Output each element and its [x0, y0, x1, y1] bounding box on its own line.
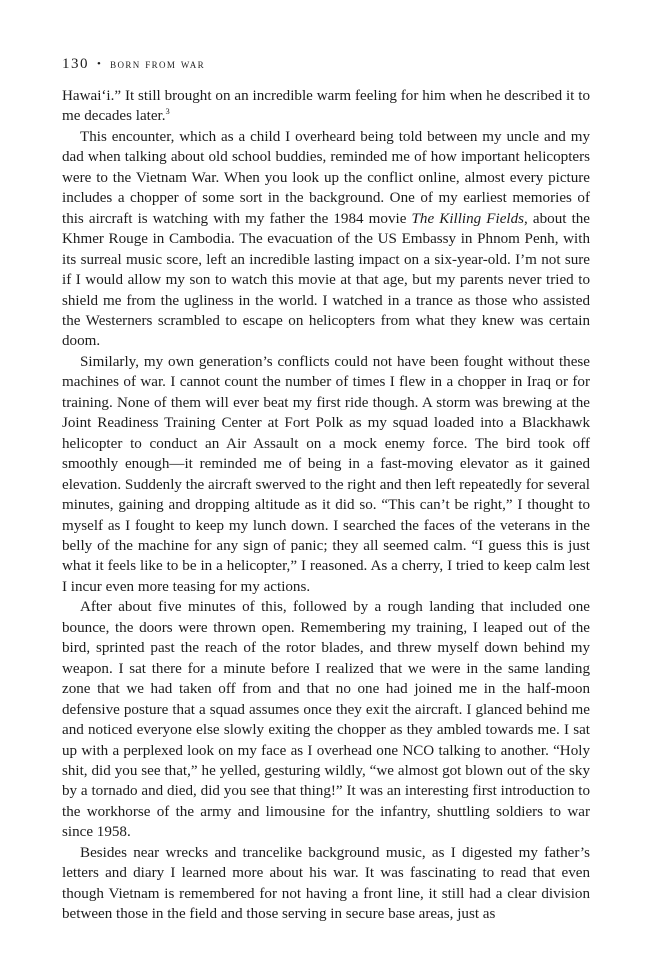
paragraph-text: Hawai‘i.” It still brought on an incredible warm feeling for him when he described it to me decades later. [62, 88, 590, 125]
header-separator: • [97, 58, 103, 70]
paragraph-text: , about the Khmer Rouge in Cambodia. The evacuation of the US Embassy in Phnom Penh, with its surreal music score, left an incredible lasting impact on a six-year-old. I’m not sure if I would allow my son to watch this movie at that age, but my parents never tried to shield me from the ugliness in the world. I watched in a trance as those who assisted the Westerners scrambled to escape on helicopters from what they knew was certain doom. [62, 210, 591, 350]
book-title: born from war [110, 57, 206, 71]
paragraph [62, 843, 590, 925]
paragraph [62, 86, 590, 127]
page-number: 130 [62, 56, 89, 72]
running-head [62, 56, 590, 73]
footnote-reference: 3 [165, 106, 170, 117]
paragraph [62, 597, 590, 842]
book-page [62, 56, 590, 925]
paragraph [62, 352, 590, 597]
body-text [62, 86, 590, 925]
paragraph-text: This encounter, which as a child I overheard being told between my uncle and my dad when talking about old school buddies, reminded me of how important helicopters were to the Vietnam War. When you look up the conflict online, almost every picture includes a chopper of some sort in the background. One of my earliest memories of this aircraft is watching with my father the 1984 movie [62, 128, 590, 227]
italic-title: The Killing Fields [411, 210, 525, 227]
paragraph-text: Similarly, my own generation’s conflicts could not have been fought without these machines of war. I cannot count the number of times I flew in a chopper in Iraq or for training. None of them will ever beat my first ride though. A storm was brewing at the Joint Readiness Training Center at Fort Polk as my squad loaded into a Blackhawk helicopter to conduct an Air Assault on a mock enemy force. The bird took off smoothly enough—it reminded me of being in a fast-moving elevator as it gained elevation. Suddenly the aircraft swerved to the right and then left repeatedly for several minutes, gaining and dropping altitude as it did so. “This can’t be right,” I thought to myself as I fought to keep my lunch down. I searched the faces of the veterans in the belly of the machine for any sign of panic; they all seemed calm. “I guess this is just what it feels like to be in a helicopter,” I reasoned. As a cherry, I tried to keep calm lest I incur even more teasing for my actions. [62, 353, 590, 595]
paragraph-text: Besides near wrecks and trancelike background music, as I digested my father’s letters and diary I learned more about his war. It was fascinating to read that even though Vietnam is remembered for not having a front line, it still had a clear division between those in the field and those serving in secure base areas, just as [62, 844, 590, 923]
paragraph-text: After about five minutes of this, followed by a rough landing that included one bounce, the doors were thrown open. Remembering my training, I leaped out of the bird, sprinted past the reach of the rotor blades, and threw myself down behind my weapon. I sat there for a minute before I realized that we were in the same landing zone that we had taken off from and that no one had joined me in the half-moon defensive posture that a squad assumes once they exit the aircraft. I glanced behind me and noticed everyone else slowly exiting the chopper as they ambled towards me. I sat up with a perplexed look on my face as I overhead one NCO talking to another. “Holy shit, did you see that,” he yelled, gesturing wildly, “we almost got blown out of the sky by a tornado and died, did you see that thing!” It was an interesting first introduction to the workhorse of the army and limousine for the infantry, shuttling soldiers to war since 1958. [62, 599, 590, 841]
paragraph [62, 127, 590, 352]
